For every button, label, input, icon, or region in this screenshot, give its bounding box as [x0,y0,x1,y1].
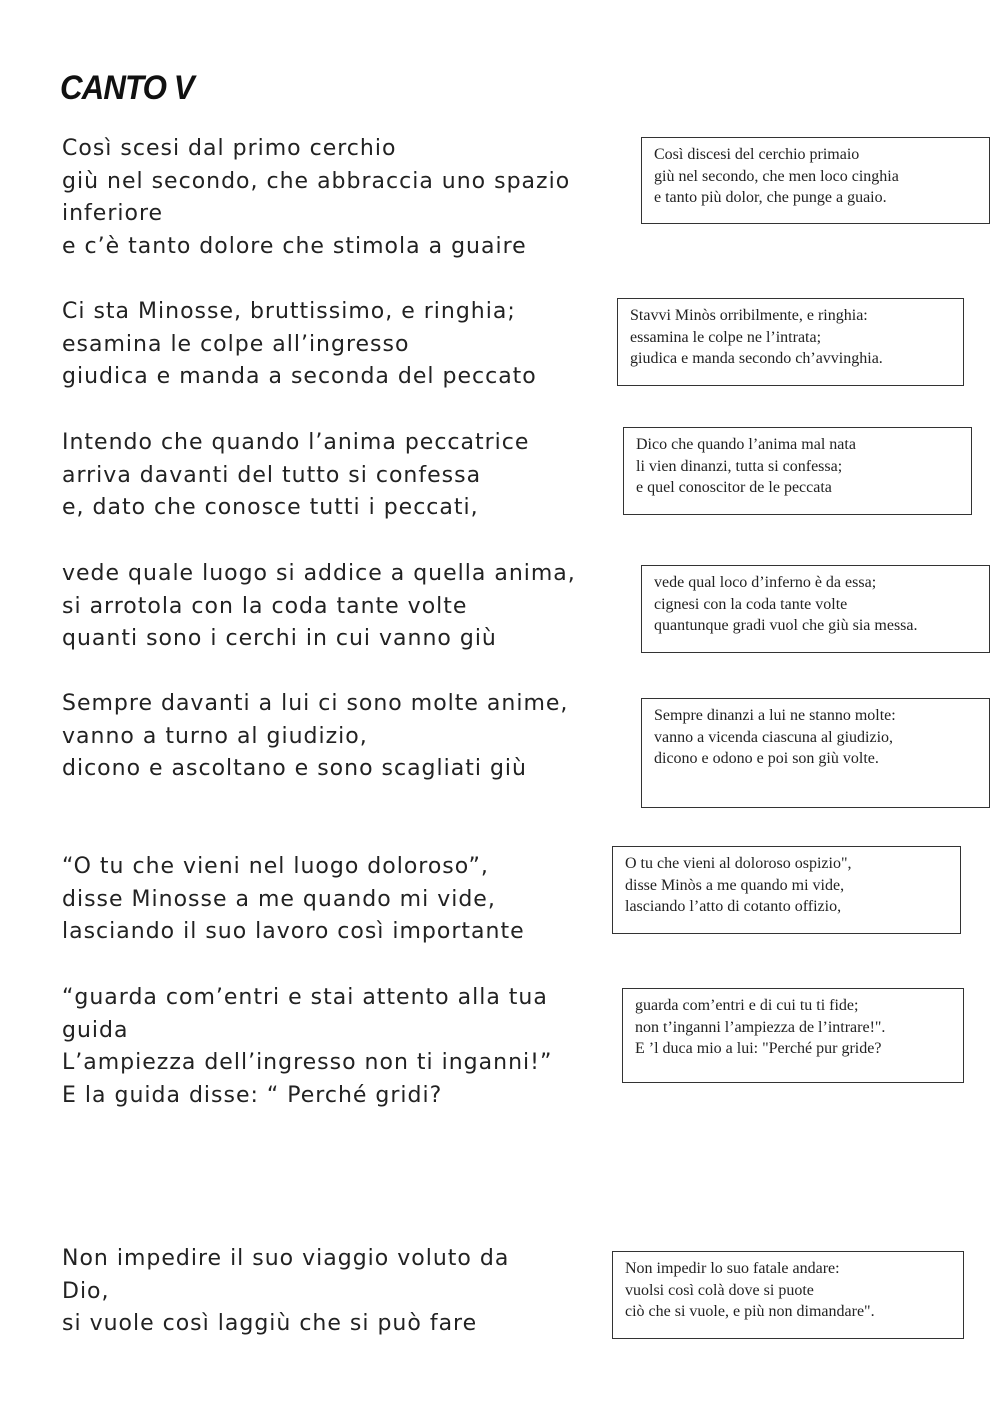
paraphrase-line: “O tu che vieni nel luogo doloroso”, [62,854,489,879]
original-line: Dico che quando l’anima mal nata [636,436,856,453]
original-line: guarda com’entri e di cui tu ti fide; [635,997,859,1014]
original-line: E ’l duca mio a lui: "Perché pur gride? [635,1040,882,1057]
paraphrase-line: “guarda com’entri e stai attento alla tua [62,985,548,1010]
original-line: li vien dinanzi, tutta si confessa; [636,457,843,475]
paraphrase-line: arriva davanti del tutto si confessa [62,462,482,488]
paraphrase-line: quanti sono i cerchi in cui vanno giù [62,626,497,651]
paraphrase-stanza-8 [62,1243,622,1341]
original-line: Così discesi del cerchio primaio [654,146,860,163]
original-line: lasciando l’atto di cotanto offizio, [625,898,842,915]
original-text-box-3 [623,427,972,515]
paraphrase-stanza-1 [62,133,622,263]
paraphrase-line: dicono e ascoltano e sono scagliati giù [62,756,527,781]
original-line: vede qual loco d’inferno è da essa; [654,574,877,591]
paraphrase-stanza-3 [62,427,622,525]
original-line: non t’inganni l’ampiezza de l’intrare!". [635,1018,886,1036]
paraphrase-stanza-2 [62,296,622,394]
original-text-box-1 [641,137,990,224]
paraphrase-line: si arrotola con la coda tante volte [62,593,468,619]
original-text-box-5 [641,698,990,808]
original-line: cignesi con la coda tante volte [654,595,848,613]
paraphrase-line: Intendo che quando l’anima peccatrice [62,430,530,455]
paraphrase-line: disse Minosse a me quando mi vide, [62,886,496,912]
original-line: e quel conoscitor de le peccata [636,479,832,496]
original-line: Non impedir lo suo fatale andare: [625,1260,840,1277]
original-line: ciò che si vuole, e più non dimandare". [625,1303,875,1320]
paraphrase-line: giudica e manda a seconda del peccato [62,364,537,389]
original-text-box-8 [612,1251,964,1339]
original-line: quantunque gradi vuol che giù sia messa. [654,617,918,634]
original-line: giù nel secondo, che men loco cinghia [654,167,899,185]
original-line: dicono e odono e poi son giù volte. [654,750,879,767]
paraphrase-line: si vuole così laggiù che si può fare [62,1311,478,1336]
paraphrase-stanza-5 [62,688,622,786]
original-text-box-6 [612,846,961,934]
paraphrase-line: e, dato che conosce tutti i peccati, [62,495,479,520]
paraphrase-stanza-6 [62,851,622,949]
original-line: vuolsi così colà dove si puote [625,1281,814,1299]
paraphrase-line: vanno a turno al giudizio, [62,723,368,749]
original-line: vanno a vicenda ciascuna al giudizio, [654,728,894,746]
paraphrase-line: esamina le colpe all’ingresso [62,331,410,357]
paraphrase-line: giù nel secondo, che abbraccia uno spazio [62,168,571,194]
original-text-box-2 [617,298,964,386]
original-text-box-4 [641,565,990,653]
paraphrase-line: inferiore [62,201,164,226]
paraphrase-line: lasciando il suo lavoro così importante [62,919,525,944]
paraphrase-line: Non impedire il suo viaggio voluto da [62,1246,510,1271]
paraphrase-line: L’ampiezza dell’ingresso non ti inganni!” [62,1050,553,1075]
page-title: CANTO V [60,69,194,107]
paraphrase-line: Sempre davanti a lui ci sono molte anime, [62,691,569,716]
original-line: disse Minòs a me quando mi vide, [625,876,845,894]
paraphrase-line: Dio, [62,1278,110,1304]
original-text-box-7 [622,988,964,1083]
original-line: essamina le colpe ne l’intrata; [630,328,822,346]
paraphrase-line: Così scesi dal primo cerchio [62,136,397,161]
paraphrase-line: E la guida disse: “ Perché gridi? [62,1082,443,1108]
paraphrase-stanza-7 [62,982,622,1112]
paraphrase-line: e c’è tanto dolore che stimola a guaire [62,233,527,259]
original-line: e tanto più dolor, che punge a guaio. [654,189,887,206]
paraphrase-line: guida [62,1017,129,1043]
paraphrase-stanza-4 [62,558,622,656]
paraphrase-line: Ci sta Minosse, bruttissimo, e ringhia; [62,299,516,324]
original-line: Sempre dinanzi a lui ne stanno molte: [654,707,896,724]
original-line: giudica e manda secondo ch’avvinghia. [630,350,883,367]
original-line: O tu che vieni al doloroso ospizio", [625,855,852,872]
paraphrase-line: vede quale luogo si addice a quella anima, [62,561,576,586]
original-line: Stavvi Minòs orribilmente, e ringhia: [630,307,868,324]
